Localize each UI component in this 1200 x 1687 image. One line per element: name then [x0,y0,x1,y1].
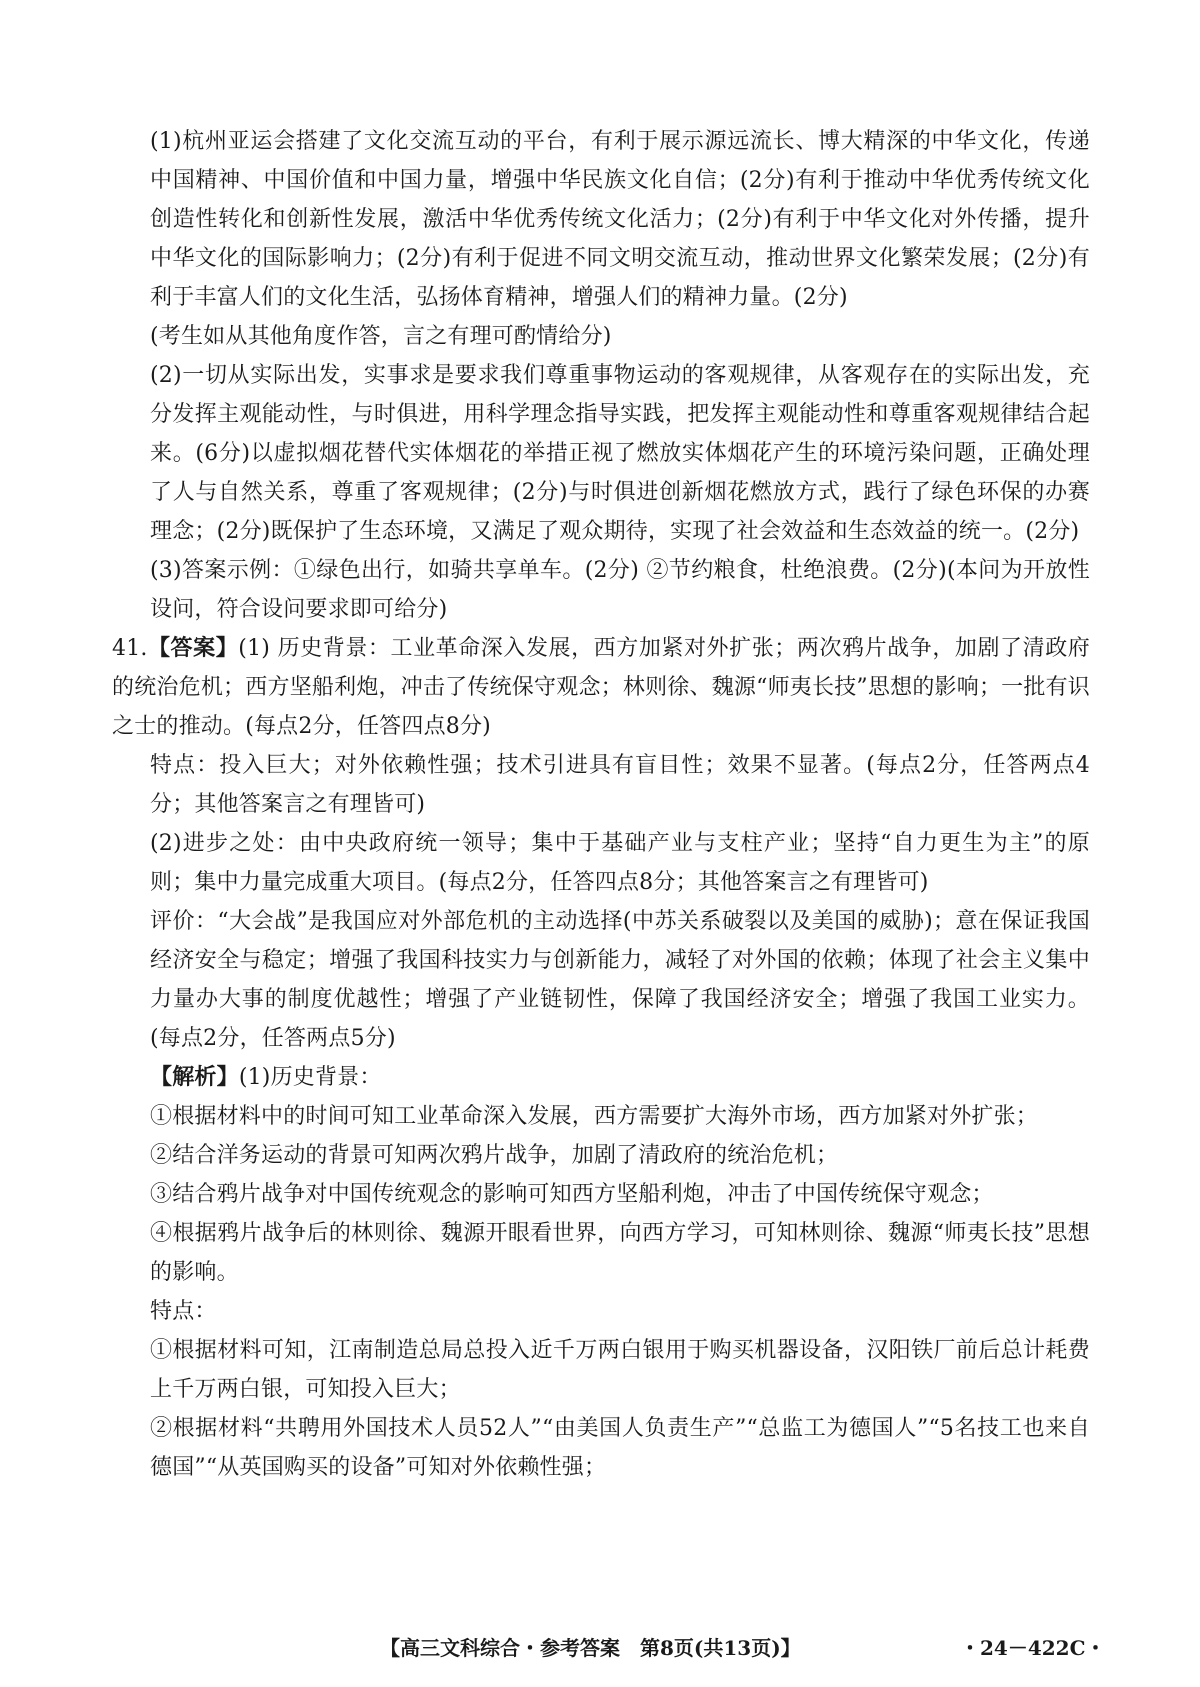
analysis-subheading: 特点： [150,1299,217,1324]
q41-answer-part2: (2)进步之处：由中央政府统一领导；集中于基础产业与支柱产业；坚持“自力更生为主”的原则；集中力量完成重大项目。(每点2分，任答四点8分；其他答案言之有理皆可) [150,831,1090,895]
q41-analysis-block [150,1058,1090,1097]
analysis-tag: 【解析】 [150,1064,239,1090]
answer-tag: 【答案】 [147,635,239,661]
analysis-item: ④根据鸦片战争后的林则徐、魏源开眼看世界，向西方学习，可知林则徐、魏源“师夷长技”思想的影响。 [150,1221,1090,1285]
q41-answer-block [112,629,1090,746]
analysis-item: ①根据材料可知，江南制造总局总投入近千万两白银用于购买机器设备，汉阳铁厂前后总计耗费上千万两白银，可知投入巨大； [150,1338,1090,1402]
q41-answer-part1: (1) 历史背景：工业革命深入发展，西方加紧对外扩张；两次鸦片战争，加剧了清政府的统治危机；西方坚船利炮，冲击了传统保守观念；林则徐、魏源“师夷长技”思想的影响；一批有识之士的推动。(每点2分，任答四点8分) [112,636,1090,739]
analysis-item: ②根据材料“共聘用外国技术人员52人”“由美国人负责生产”“总监工为德国人”“5名技工也来自德国”“从英国购买的设备”可知对外依赖性强； [150,1416,1090,1480]
footer-title: 【高三文科综合・参考答案 第8页(共13页)】 [380,1636,801,1660]
analysis-heading: (1)历史背景： [238,1065,382,1090]
q40-part2: (2)一切从实际出发，实事求是要求我们尊重事物运动的客观规律，从客观存在的实际出发，充分发挥主观能动性，与时俱进，用科学理念指导实践，把发挥主观能动性和尊重客观规律结合起来。(6分)以虚拟烟花替代实体烟花的举措正视了燃放实体烟花产生的环境污染问题，正确处理了人与自然关系，尊重了客观规律；(2分)与时俱进创新烟花燃放方式，践行了绿色环保的办赛理念；(2分)既保护了生态环境，又满足了观众期待，实现了社会效益和生态效益的统一。(2分) [150,363,1090,544]
footer-code: ・24－422C・ [960,1636,1106,1660]
analysis-item: ②结合洋务运动的背景可知两次鸦片战争，加剧了清政府的统治危机； [150,1143,839,1168]
answer-content [112,122,1090,1487]
q41-evaluation: 评价：“大会战”是我国应对外部危机的主动选择(中苏关系破裂以及美国的威胁)；意在保证我国经济安全与稳定；增强了我国科技实力与创新能力，减轻了对外国的依赖；体现了社会主义集中力量办大事的制度优越性；增强了产业链韧性，保障了我国经济安全；增强了我国工业实力。(每点2分，任答两点5分) [150,909,1090,1051]
q40-part3: (3)答案示例：①绿色出行，如骑共享单车。(2分) ②节约粮食，杜绝浪费。(2分)(本问为开放性设问，符合设问要求即可给分) [150,558,1090,622]
analysis-item: ③结合鸦片战争对中国传统观念的影响可知西方坚船利炮，冲击了中国传统保守观念； [150,1182,994,1207]
q40-part1-note: (考生如从其他角度作答，言之有理可酌情给分) [150,324,612,349]
analysis-item: ①根据材料中的时间可知工业革命深入发展，西方需要扩大海外市场，西方加紧对外扩张； [150,1104,1039,1129]
q41-number: 41. [112,636,148,661]
q40-part1: (1)杭州亚运会搭建了文化交流互动的平台，有利于展示源远流长、博大精深的中华文化，传递中国精神、中国价值和中国力量，增强中华民族文化自信；(2分)有利于推动中华优秀传统文化创造性转化和创新性发展，激活中华优秀传统文化活力；(2分)有利于中华文化对外传播，提升中华文化的国际影响力；(2分)有利于促进不同文明交流互动，推动世界文化繁荣发展；(2分)有利于丰富人们的文化生活，弘扬体育精神，增强人们的精神力量。(2分) [150,129,1090,310]
q41-features: 特点：投入巨大；对外依赖性强；技术引进具有盲目性；效果不显著。(每点2分，任答两点4分；其他答案言之有理皆可) [150,753,1090,817]
